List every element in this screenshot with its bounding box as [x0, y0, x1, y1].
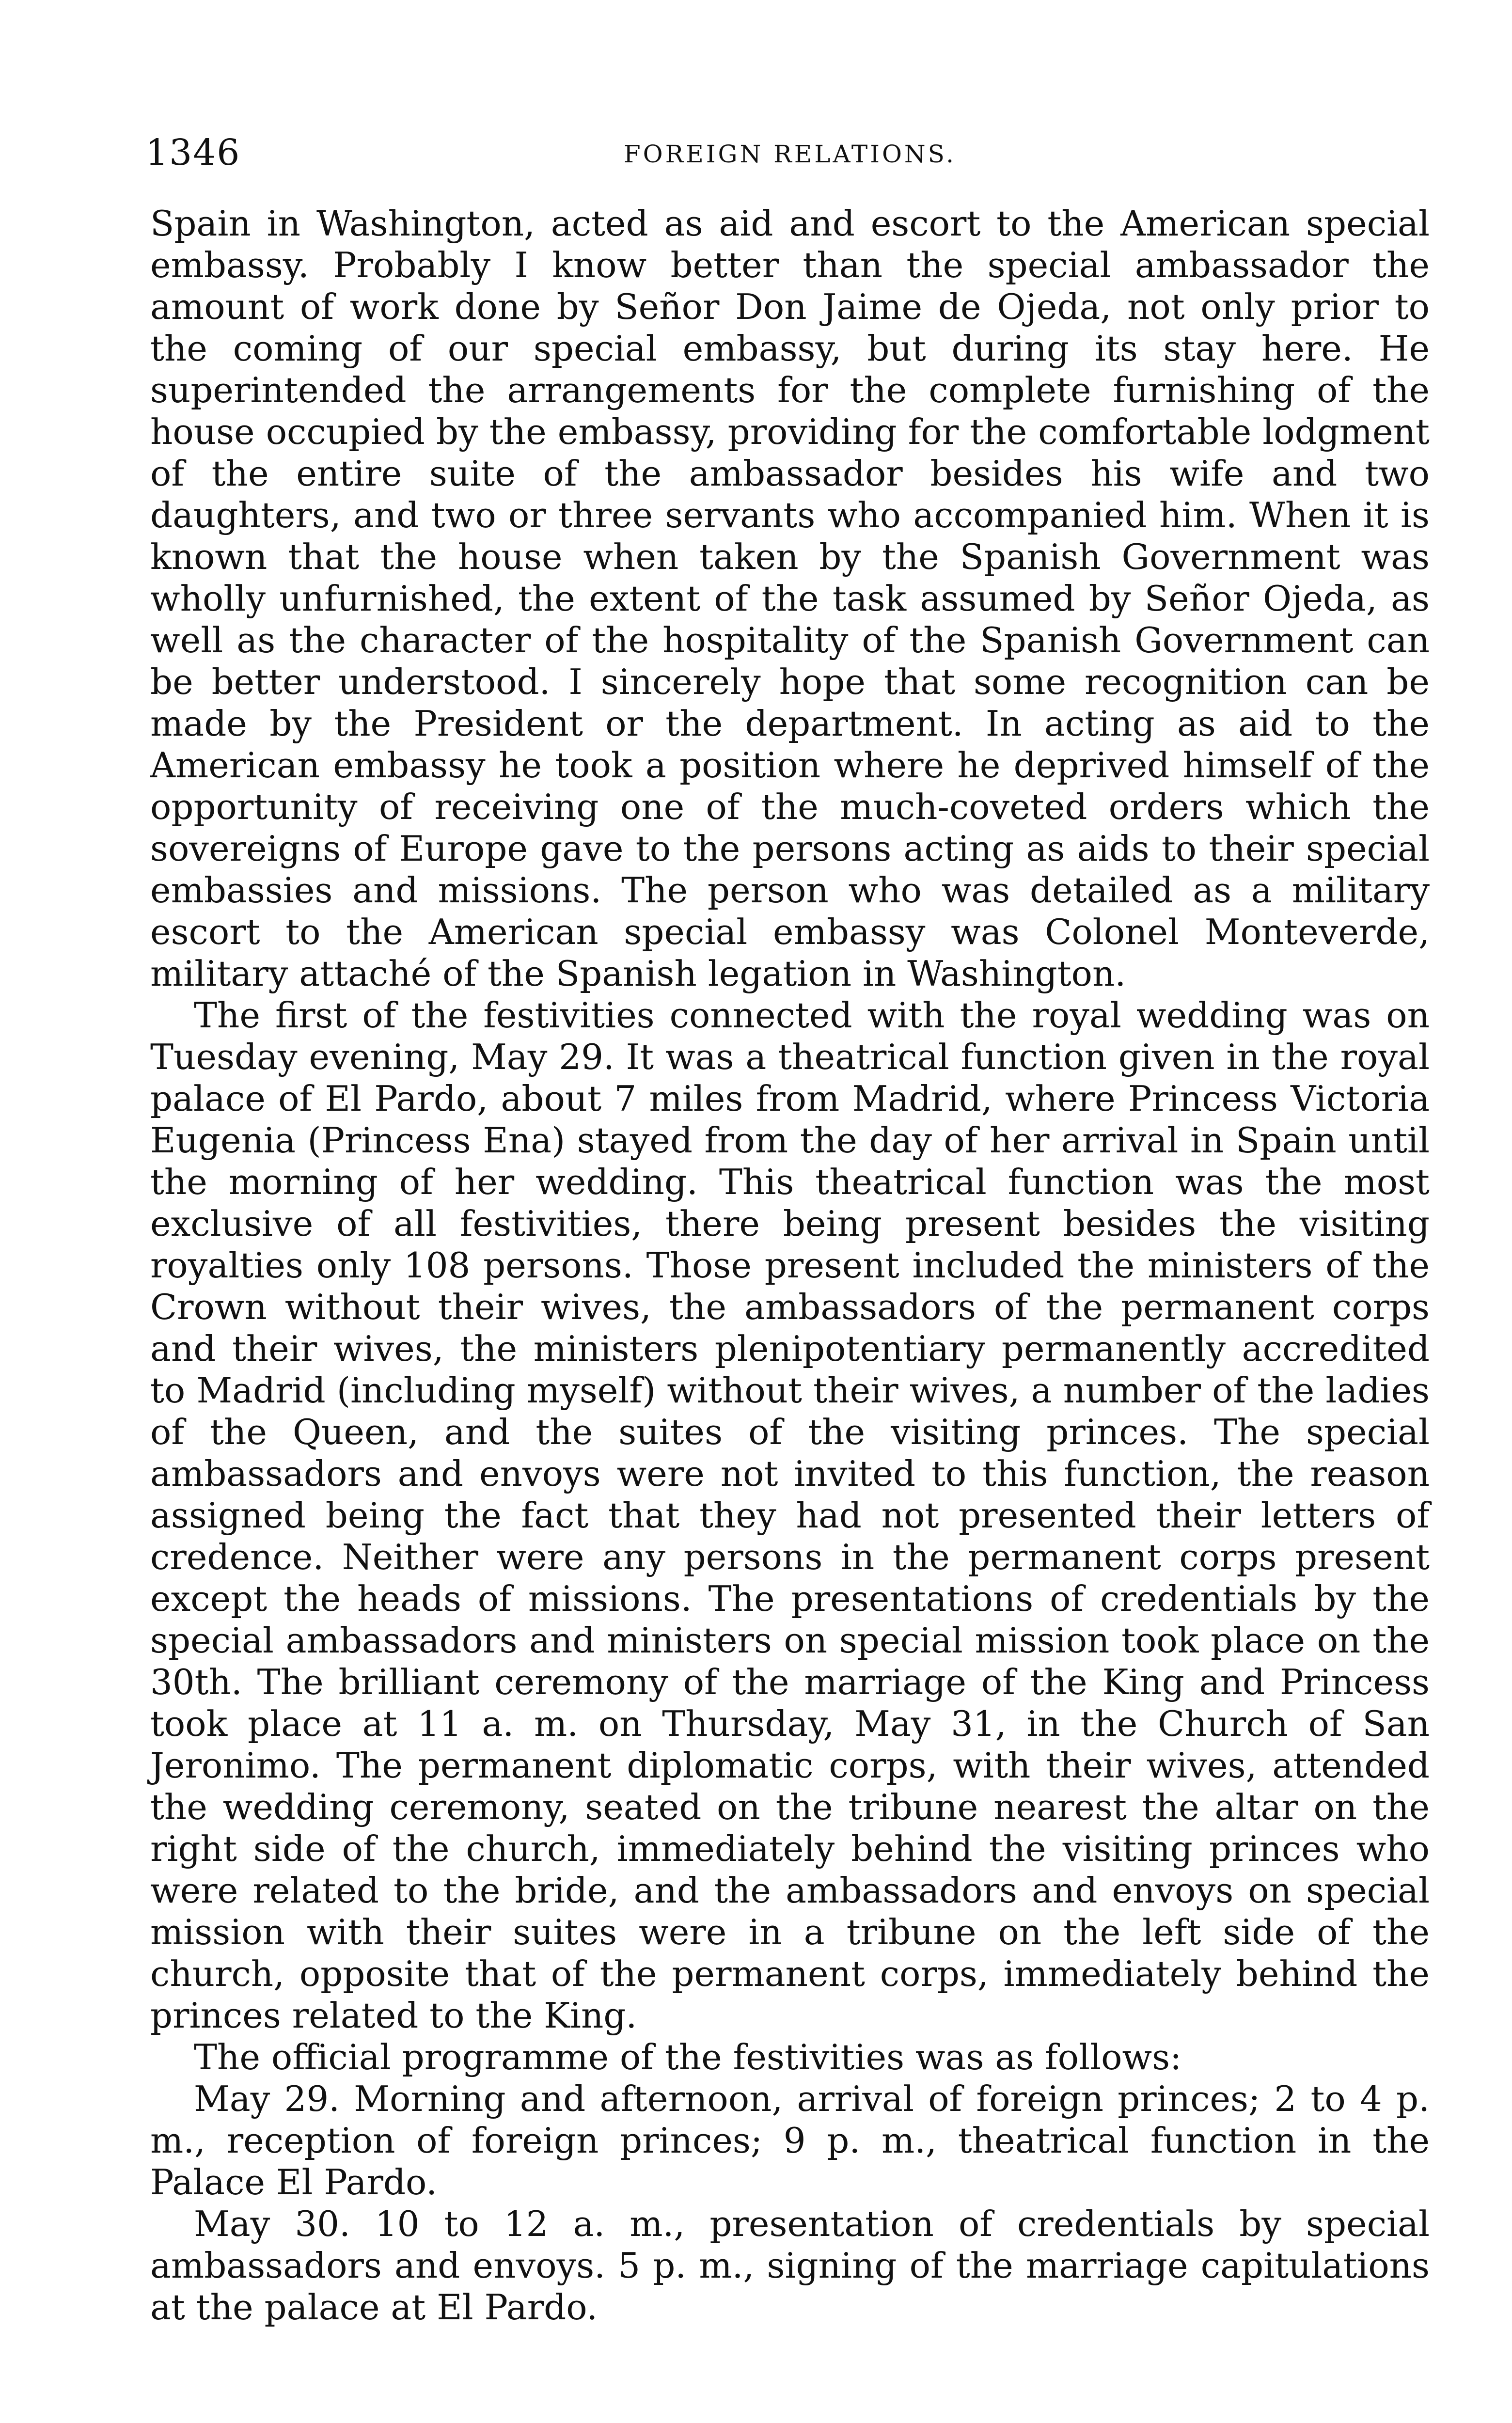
page-header — [145, 131, 1434, 174]
paragraph-may-29: May 29. Morning and afternoon, arrival of foreign princes; 2 to 4 p. m., reception of foreign princes; 9 p. m., theatrical function in the Palace El Pardo. — [150, 2078, 1430, 2203]
running-head: FOREIGN RELATIONS. — [623, 140, 957, 168]
paragraph-may-30: May 30. 10 to 12 a. m., presentation of credentials by special ambassadors and envoys. 5 p. m., signing of the marriage capitulations at the palace at El Pardo. — [150, 2203, 1430, 2328]
paragraph-embassy-aid: Spain in Washington, acted as aid and escort to the American special embassy. Probably I know better than the special ambassador the amount of work done by Señor Don Jaime de Ojeda, not only prior to the coming of our special embassy, but during its stay here. He superintended the arrangements for the complete furnishing of the house occupied by the embassy, providing for the comfortable lodgment of the entire suite of the ambassador besides his wife and two daughters, and two or three servants who accompanied him. When it is known that the house when taken by the Spanish Government was wholly unfurnished, the extent of the task assumed by Señor Ojeda, as well as the character of the hospitality of the Spanish Government can be better understood. I sincerely hope that some recognition can be made by the President or the department. In acting as aid to the American embassy he took a position where he deprived himself of the opportunity of receiving one of the much-coveted orders which the sovereigns of Europe gave to the persons acting as aids to their special embassies and missions. The person who was detailed as a military escort to the American special embassy was Colonel Monteverde, military attaché of the Spanish legation in Washington. — [150, 203, 1430, 994]
paragraph-programme-intro: The official programme of the festivities was as follows: — [194, 2037, 1182, 2077]
page-number: 1346 — [145, 132, 241, 173]
body-text — [150, 203, 1430, 2328]
paragraph-festivities: The first of the festivities connected with the royal wedding was on Tuesday evening, May 29. It was a theatrical function given in the royal palace of El Pardo, about 7 miles from Madrid, where Princess Victoria Eugenia (Princess Ena) stayed from the day of her arrival in Spain until the morning of her wedding. This theatrical function was the most exclusive of all festivities, there being present besides the visiting royalties only 108 persons. Those present included the ministers of the Crown without their wives, the ambassadors of the permanent corps and their wives, the ministers plenipotentiary permanently accredited to Madrid (including myself) without their wives, a number of the ladies of the Queen, and the suites of the visiting princes. The special ambassadors and envoys were not invited to this function, the reason assigned being the fact that they had not presented their letters of credence. Neither were any persons in the permanent corps present except the heads of missions. The presentations of credentials by the special ambassadors and ministers on special mission took place on the 30th. The brilliant ceremony of the marriage of the King and Princess took place at 11 a. m. on Thursday, May 31, in the Church of San Jeronimo. The permanent diplomatic corps, with their wives, attended the wedding ceremony, seated on the tribune nearest the altar on the right side of the church, immediately behind the visiting princes who were related to the bride, and the ambassadors and envoys on special mission with their suites were in a tribune on the left side of the church, opposite that of the permanent corps, immediately behind the princes related to the King. — [150, 995, 1430, 2036]
